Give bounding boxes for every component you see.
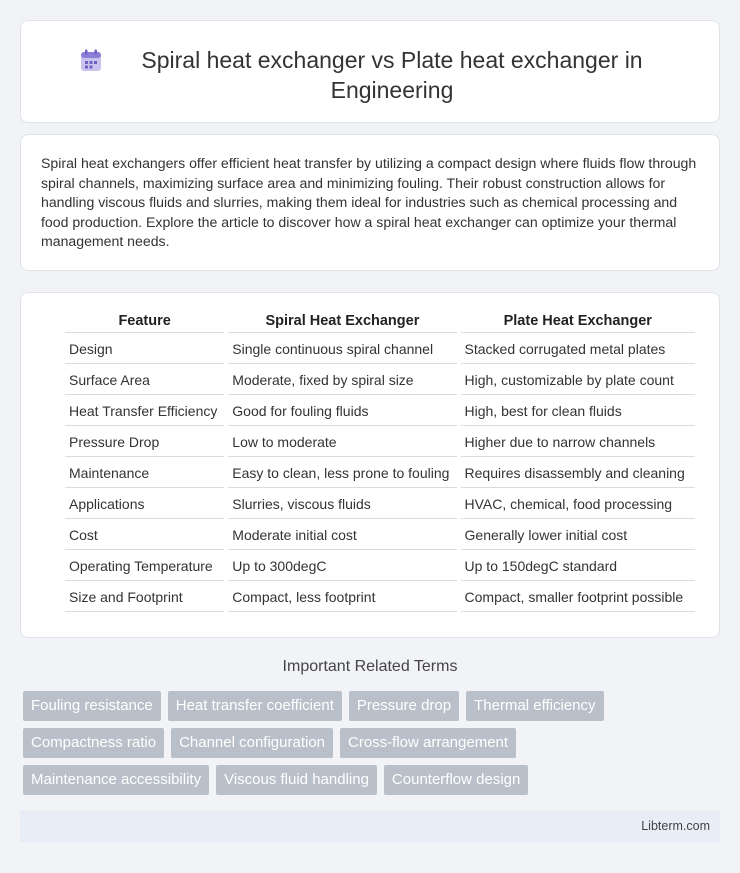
feature-cell: Heat Transfer Efficiency bbox=[65, 397, 224, 426]
spiral-cell: Up to 300degC bbox=[228, 552, 456, 581]
plate-cell: Stacked corrugated metal plates bbox=[461, 335, 695, 364]
footer-brand-link[interactable]: Libterm.com bbox=[641, 819, 710, 833]
header-spiral: Spiral Heat Exchanger bbox=[228, 309, 456, 333]
plate-cell: Generally lower initial cost bbox=[461, 521, 695, 550]
plate-cell: High, customizable by plate count bbox=[461, 366, 695, 395]
term-tag[interactable]: Maintenance accessibility bbox=[23, 765, 209, 795]
term-tag[interactable]: Pressure drop bbox=[349, 691, 459, 721]
comparison-card bbox=[20, 292, 720, 638]
intro-paragraph: Spiral heat exchangers offer efficient heat transfer by utilizing a compact design where fluids flow through spiral channels, maximizing surface area and minimizing fouling. Their robust construction allows for handling viscous fluids and slurries, making them ideal for industries such as chemical processing and food production. Explore the article to discover how a spiral heat exchanger can optimize your thermal management needs. bbox=[41, 155, 697, 250]
tag-row bbox=[23, 691, 723, 721]
feature-cell: Applications bbox=[65, 490, 224, 519]
plate-cell: Compact, smaller footprint possible bbox=[461, 583, 695, 612]
feature-cell: Maintenance bbox=[65, 459, 224, 488]
feature-cell: Cost bbox=[65, 521, 224, 550]
feature-cell: Operating Temperature bbox=[65, 552, 224, 581]
term-tag[interactable]: Channel configuration bbox=[171, 728, 333, 758]
table-row bbox=[65, 583, 695, 612]
related-terms-title: Important Related Terms bbox=[282, 658, 458, 675]
spiral-cell: Low to moderate bbox=[228, 428, 456, 457]
header-plate: Plate Heat Exchanger bbox=[461, 309, 695, 333]
plate-cell: Up to 150degC standard bbox=[461, 552, 695, 581]
term-tag[interactable]: Heat transfer coefficient bbox=[168, 691, 342, 721]
table-row bbox=[65, 521, 695, 550]
feature-cell: Design bbox=[65, 335, 224, 364]
table-row bbox=[65, 490, 695, 519]
table-row bbox=[65, 428, 695, 457]
table-row bbox=[65, 397, 695, 426]
term-tag[interactable]: Fouling resistance bbox=[23, 691, 161, 721]
page-title: Spiral heat exchanger vs Plate heat exchanger in Engineering bbox=[141, 47, 643, 103]
term-tag[interactable]: Compactness ratio bbox=[23, 728, 164, 758]
term-tag[interactable]: Cross-flow arrangement bbox=[340, 728, 516, 758]
plate-cell: Requires disassembly and cleaning bbox=[461, 459, 695, 488]
feature-cell: Pressure Drop bbox=[65, 428, 224, 457]
table-row bbox=[65, 459, 695, 488]
term-tag[interactable]: Counterflow design bbox=[384, 765, 528, 795]
footer bbox=[20, 810, 720, 842]
spiral-cell: Single continuous spiral channel bbox=[228, 335, 456, 364]
plate-cell: High, best for clean fluids bbox=[461, 397, 695, 426]
calendar-icon bbox=[78, 48, 104, 74]
tag-row bbox=[23, 728, 723, 758]
feature-cell: Surface Area bbox=[65, 366, 224, 395]
header-feature: Feature bbox=[65, 309, 224, 333]
plate-cell: HVAC, chemical, food processing bbox=[461, 490, 695, 519]
comparison-table bbox=[61, 307, 699, 614]
table-row bbox=[65, 335, 695, 364]
term-tag[interactable]: Viscous fluid handling bbox=[216, 765, 377, 795]
title-wrap bbox=[21, 21, 719, 105]
spiral-cell: Moderate initial cost bbox=[228, 521, 456, 550]
spiral-cell: Slurries, viscous fluids bbox=[228, 490, 456, 519]
spiral-cell: Good for fouling fluids bbox=[228, 397, 456, 426]
spiral-cell: Moderate, fixed by spiral size bbox=[228, 366, 456, 395]
term-tag[interactable]: Thermal efficiency bbox=[466, 691, 603, 721]
related-terms bbox=[23, 691, 723, 802]
spiral-cell: Easy to clean, less prone to fouling bbox=[228, 459, 456, 488]
title-card bbox=[20, 20, 720, 123]
table-row bbox=[65, 366, 695, 395]
plate-cell: Higher due to narrow channels bbox=[461, 428, 695, 457]
intro-card bbox=[20, 134, 720, 271]
table-row bbox=[65, 552, 695, 581]
table-header-row bbox=[65, 309, 695, 333]
tag-row bbox=[23, 765, 723, 795]
spiral-cell: Compact, less footprint bbox=[228, 583, 456, 612]
feature-cell: Size and Footprint bbox=[65, 583, 224, 612]
